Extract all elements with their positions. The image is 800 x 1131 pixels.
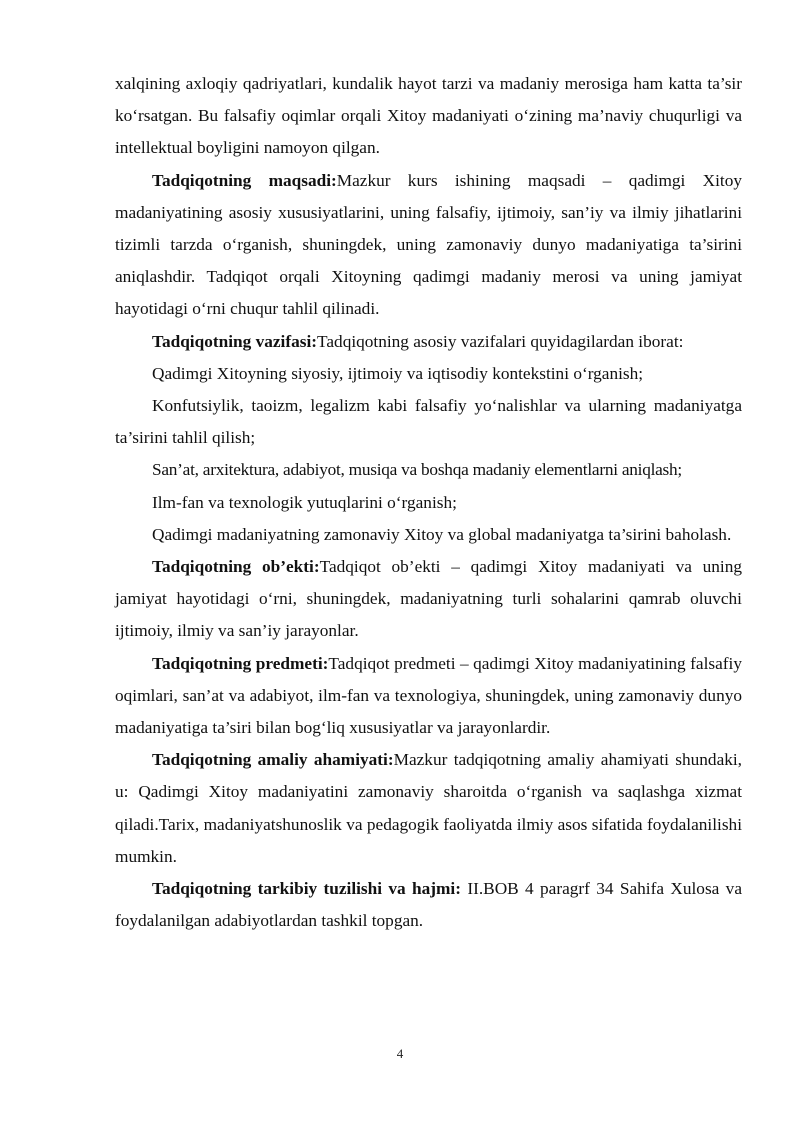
task-item-2: Konfutsiylik, taoizm, legalizm kabi falsafiy yo‘nalishlar va ularning madaniyatga ta’sirini tahlil qilish; [115, 396, 742, 448]
intro-paragraph: xalqining axloqiy qadriyatlari, kundalik hayot tarzi va madaniy merosiga ham katta ta’sir ko‘rsatgan. Bu falsafiy oqimlar orqali Xitoy madaniyati o‘zining ma’naviy chuqurligi va intellektual boyligini namoyon qilgan. [115, 74, 742, 158]
tasks-paragraph [115, 326, 742, 358]
object-text: Tadqiqot ob’ekti – qadimgi Xitoy madaniyati va uning jamiyat hayotidagi o‘rni, shuningdek, madaniyatning turli sohalarini qamrab oluvchi ijtimoiy, ilmiy va san’iy jarayonlar. [115, 557, 742, 641]
goal-paragraph [115, 165, 742, 326]
goal-heading: Tadqiqotning maqsadi: [152, 170, 337, 190]
task-item-4: Ilm-fan va texnologik yutuqlarini o‘rganish; [152, 492, 457, 512]
object-heading: Tadqiqotning ob’ekti: [152, 557, 320, 577]
subject-text: Tadqiqot predmeti – qadimgi Xitoy madaniyatining falsafiy oqimlari, san’at va adabiyot, ilm-fan va texnologiya, shuningdek, uning zamonaviy dunyo madaniyatiga ta’siri bilan bog‘liq xususiyatlar va jarayonlardir. [115, 653, 742, 738]
task-item-3: San’at, arxitektura, adabiyot, musiqa va boshqa madaniy elementlarni aniqlash; [152, 460, 682, 480]
goal-text: Mazkur kurs ishining maqsadi – qadimgi Xitoy madaniyatining asosiy xususiyatlarini, uning falsafiy, ijtimoiy, san’iy va ilmiy jihatlarini tizimli tarzda o‘rganish, shuningdek, uning zamonaviy dunyo madaniyatiga ta’sirini aniqlashdir. Tadqiqot orqali Xitoyning qadimgi madaniy merosi va uning jamiyat hayotidagi o‘rni chuqur tahlil qilinadi. [115, 170, 742, 319]
task-item-1: Qadimgi Xitoyning siyosiy, ijtimoiy va iqtisodiy kontekstini o‘rganish; [152, 363, 644, 383]
subject-paragraph [115, 648, 742, 745]
structure-heading: Tadqiqotning tarkibiy tuzilishi va hajmi: [152, 879, 461, 899]
structure-text: II.BOB 4 paragrf 34 Sahifa Xulosa va foydalanilgan adabiyotlardan tashkil topgan. [115, 879, 742, 931]
practical-text: Mazkur tadqiqotning amaliy ahamiyati shundaki, u: Qadimgi Xitoy madaniyatini zamonaviy sharoitda o‘rganish va saqlashga xizmat qiladi.Tarix, madaniyatshunoslik va pedagogik faoliyatda ilmiy asos sifatida foydalanilishi mumkin. [115, 750, 742, 866]
tasks-heading: Tadqiqotning vazifasi: [152, 331, 318, 351]
subject-heading: Tadqiqotning predmeti: [152, 653, 329, 673]
document-page [115, 68, 742, 937]
practical-heading: Tadqiqotning amaliy ahamiyati: [152, 750, 394, 770]
tasks-text: Tadqiqotning asosiy vazifalari quyidagilardan iborat: [317, 331, 684, 351]
structure-paragraph [115, 873, 742, 937]
page-number: 4 [396, 1046, 404, 1061]
practical-paragraph [115, 744, 742, 873]
object-paragraph [115, 551, 742, 648]
task-item-5: Qadimgi madaniyatning zamonaviy Xitoy va global madaniyatga ta’sirini baholash. [152, 524, 732, 544]
